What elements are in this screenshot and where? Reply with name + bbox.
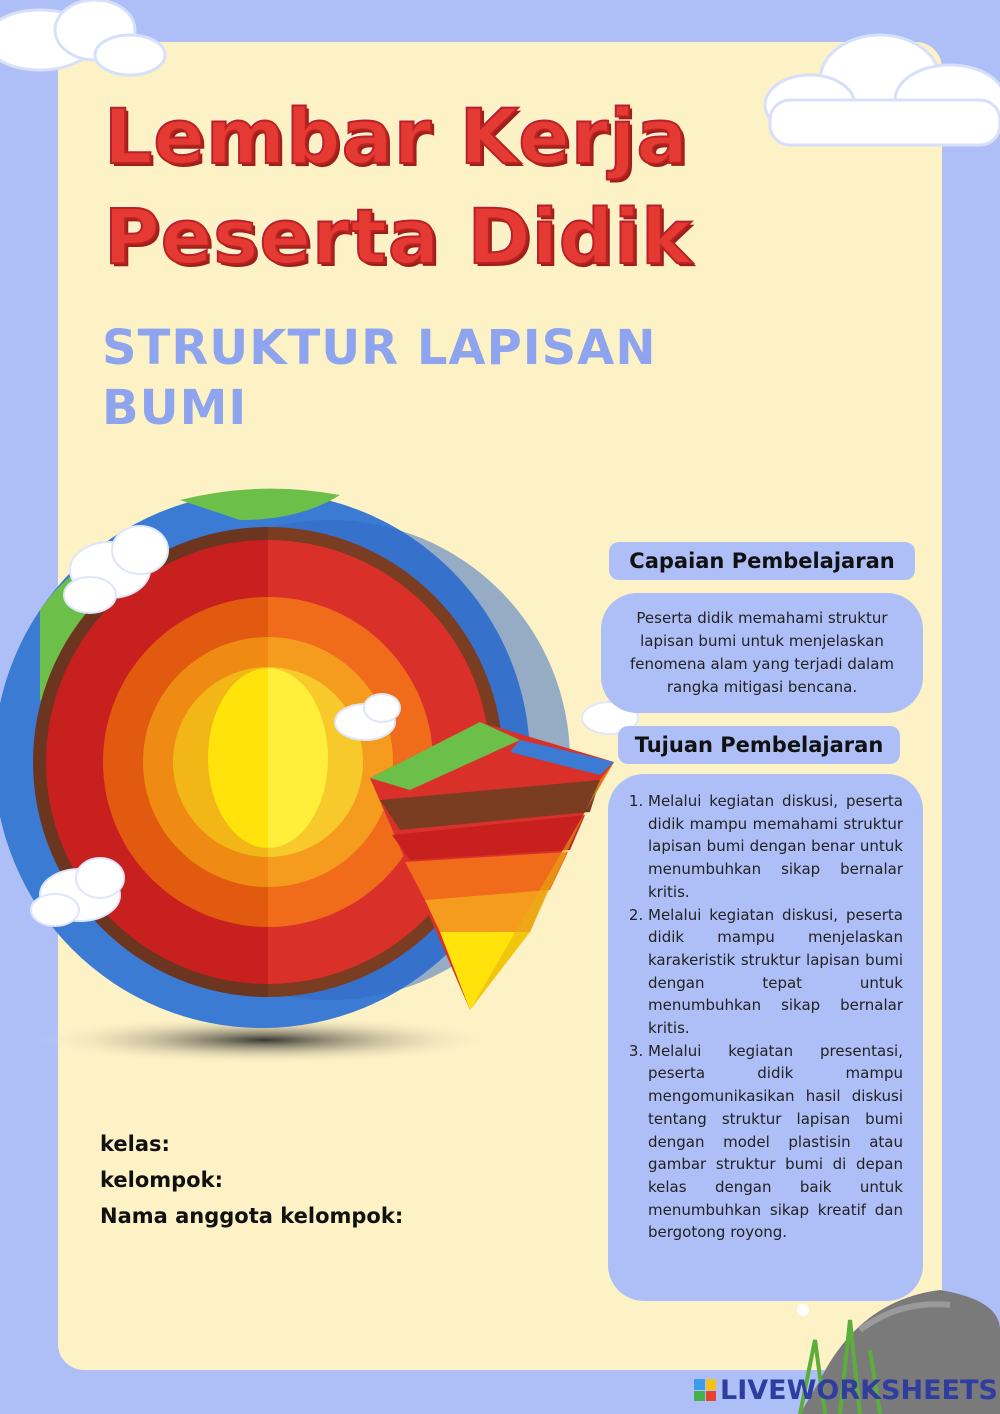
list-item: 1. Melalui kegiatan diskusi, peserta didik mampu memahami struktur lapisan bumi dengan benar untuk menumbuhkan sikap bernalar kritis.: [648, 790, 903, 904]
list-item: 3. Melalui kegiatan presentasi, peserta didik mampu mengomunikasikan hasil diskusi tentang struktur lapisan bumi dengan model plastisin atau gambar struktur bumi di depan kelas dengan baik untuk menumbuhkan sikap kreatif dan bergotong royong.: [648, 1040, 903, 1244]
kelas-label: kelas:: [100, 1132, 170, 1156]
kelompok-label: kelompok:: [100, 1168, 223, 1192]
capaian-text: Peserta didik memahami struktur lapisan bumi untuk menjelaskan fenomena alam yang terjadi dalam rangka mitigasi bencana.: [601, 593, 923, 713]
tujuan-list: [634, 790, 903, 1244]
cloud-icon: [765, 35, 1000, 145]
list-item: 2. Melalui kegiatan diskusi, peserta didik mampu menjelaskan karakeristik struktur lapisan bumi dengan tepat untuk menumbuhkan sikap bernalar kritis.: [648, 904, 903, 1040]
cloud-icon: [0, 0, 165, 75]
worksheet-subtitle: STRUKTUR LAPISAN BUMI: [102, 320, 657, 436]
nama-anggota-label: Nama anggota kelompok:: [100, 1204, 404, 1228]
capaian-heading: Capaian Pembelajaran: [609, 542, 915, 580]
title-line-1: Lembar Kerja: [104, 92, 689, 181]
title-line-2: Peserta Didik: [104, 192, 693, 281]
liveworksheets-icon: [694, 1379, 716, 1401]
liveworksheets-logo: [694, 1375, 998, 1405]
tujuan-heading: Tujuan Pembelajaran: [618, 726, 900, 764]
brand-text: LIVEWORKSHEETS: [720, 1374, 998, 1406]
tujuan-list-box: [608, 774, 923, 1301]
